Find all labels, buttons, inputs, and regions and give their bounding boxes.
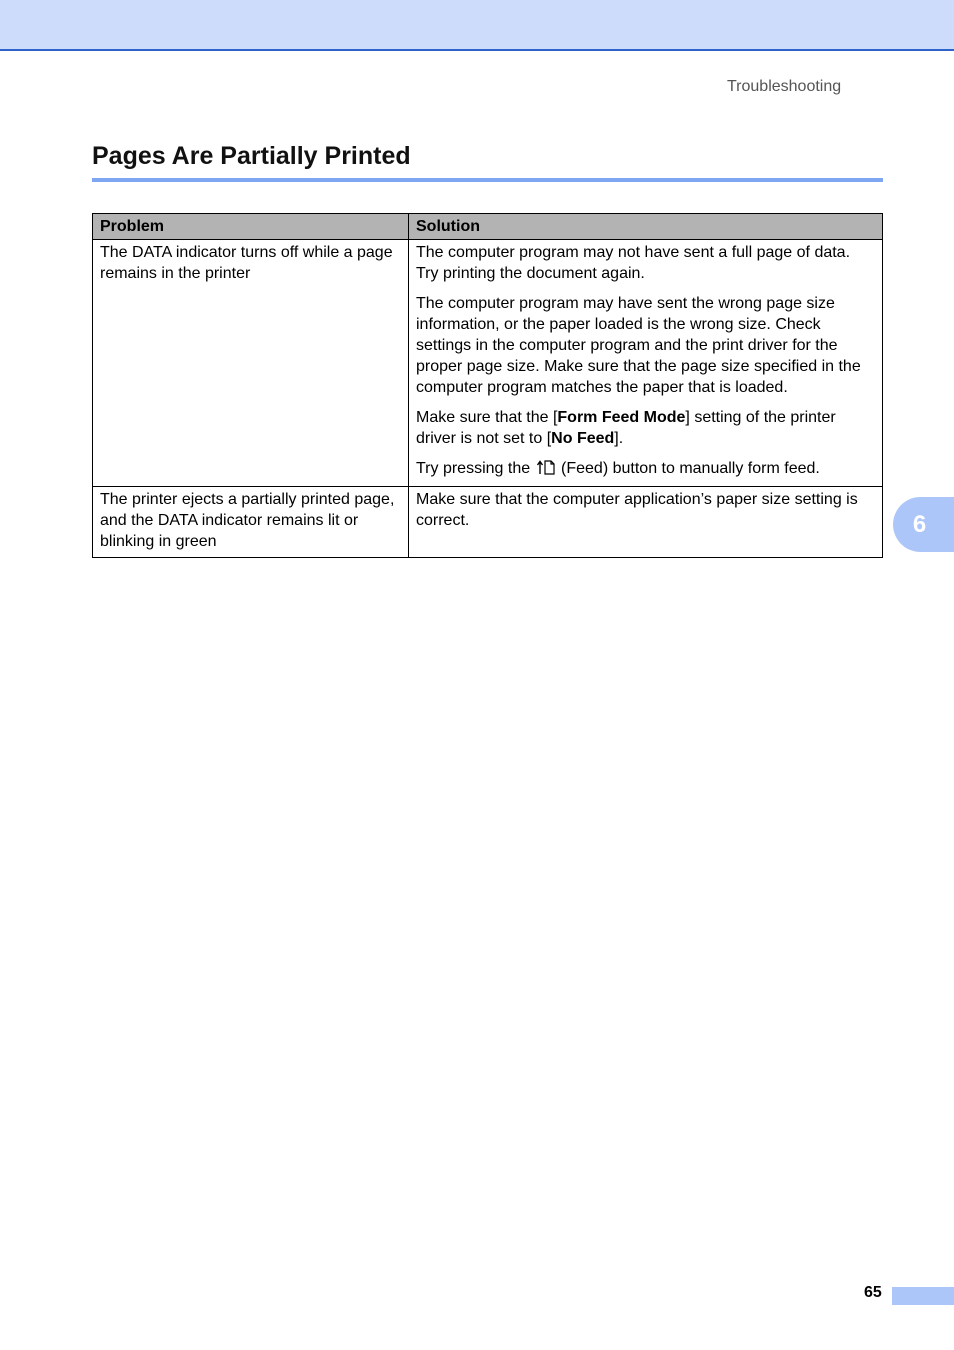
title-underline	[92, 178, 883, 182]
troubleshooting-table	[92, 213, 883, 558]
solution-cell	[409, 240, 883, 487]
header-band	[0, 0, 954, 51]
table-row	[93, 240, 883, 487]
problem-cell: The printer ejects a partially printed page, and the DATA indicator remains lit or blinking in green	[93, 487, 409, 558]
page-number: 65	[864, 1284, 882, 1301]
solution-paragraph: Make sure that the [Form Feed Mode] setting of the printer driver is not set to [No Feed].	[416, 409, 836, 447]
solution-paragraph: Try pressing the (Feed) button to manually form feed.	[416, 458, 876, 481]
chapter-tab: 6	[893, 497, 954, 552]
setting-value-no-feed: No Feed	[551, 430, 615, 447]
solution-paragraph: The computer program may not have sent a full page of data. Try printing the document again.	[416, 244, 851, 282]
problem-cell: The DATA indicator turns off while a page remains in the printer	[93, 240, 409, 487]
footer-band	[892, 1287, 954, 1305]
page-title: Pages Are Partially Printed	[92, 142, 411, 170]
section-header: Troubleshooting	[727, 78, 842, 95]
solution-paragraph: The computer program may have sent the wrong page size information, or the paper loaded is the wrong size. Check settings in the computer program and the print driver for the proper page size. Make sure that the page size specified in the computer program matches the paper that is loaded.	[416, 295, 861, 396]
setting-name-form-feed-mode: Form Feed Mode	[557, 409, 686, 426]
column-header-solution: Solution	[409, 214, 883, 240]
solution-paragraph: Make sure that the computer application’s paper size setting is correct.	[416, 491, 858, 529]
table-row	[93, 487, 883, 558]
feed-button-icon	[536, 459, 556, 481]
column-header-problem: Problem	[93, 214, 409, 240]
table-header-row	[93, 214, 883, 240]
solution-cell	[409, 487, 883, 558]
